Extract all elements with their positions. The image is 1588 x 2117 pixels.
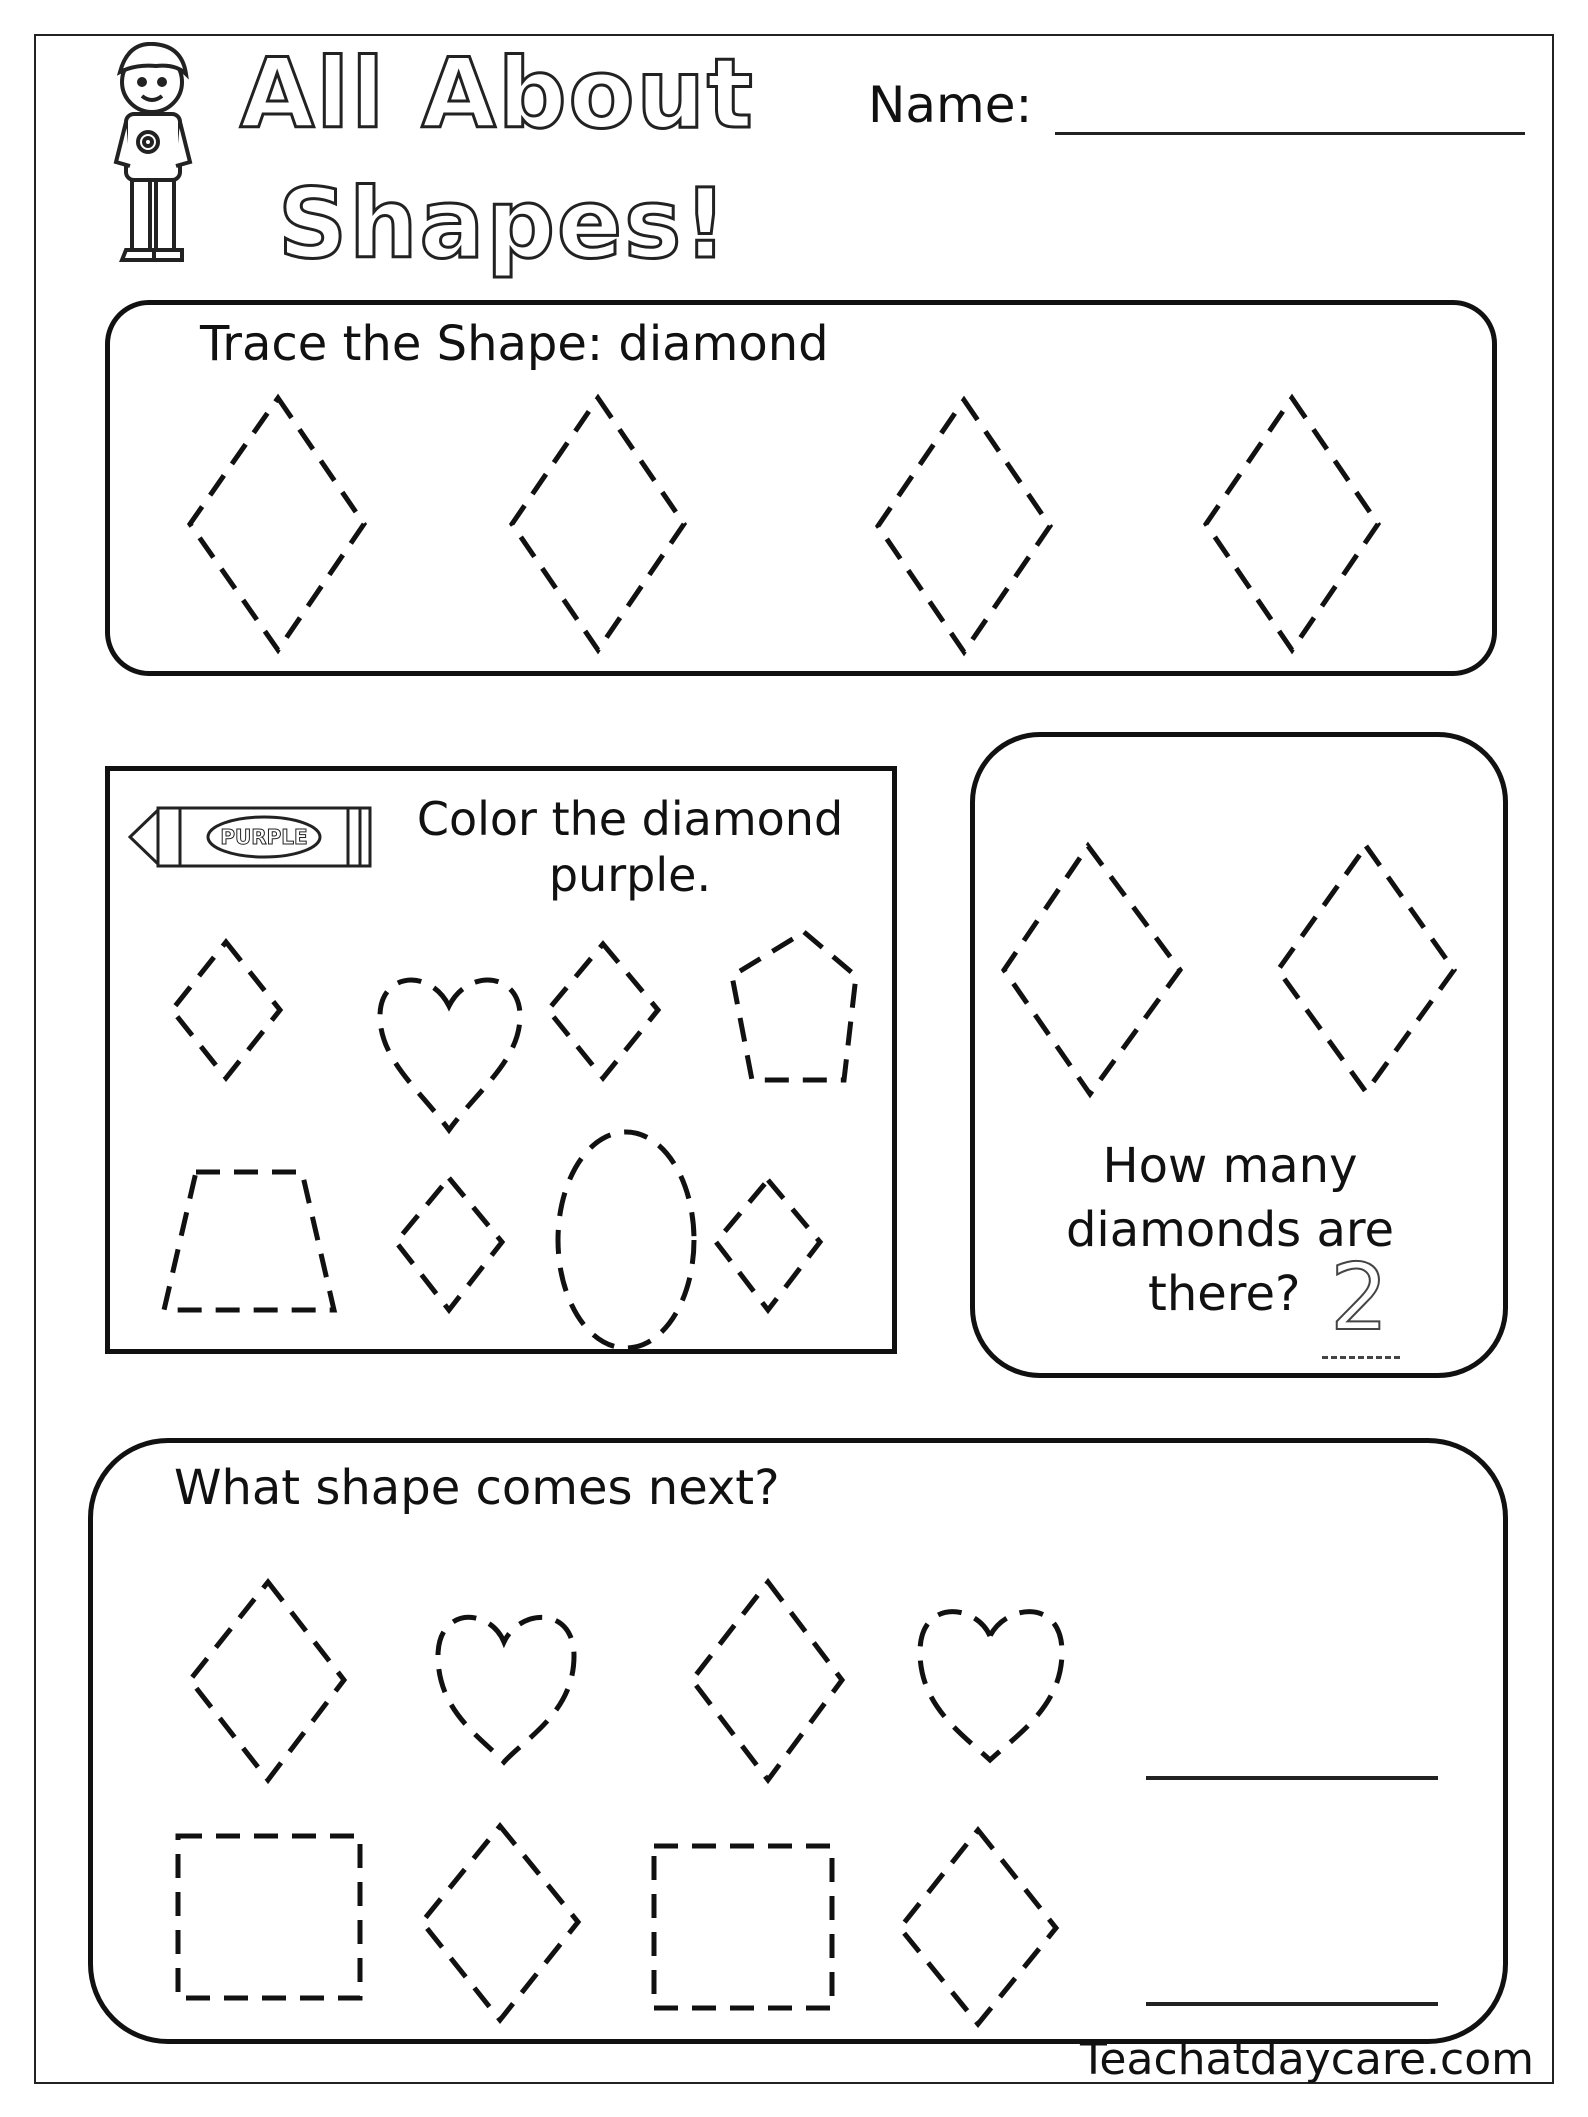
color-prompt-line-2: purple. xyxy=(548,848,712,902)
pattern-row1-diamond-2 xyxy=(692,1582,842,1780)
crayon-label: PURPLE xyxy=(220,825,308,849)
footer-site: Teachatdaycare.com xyxy=(1080,2034,1534,2085)
count-question-line-3: there? xyxy=(1148,1266,1301,1322)
pattern-row2-square-1 xyxy=(178,1836,360,1998)
pattern-row1-heart-1 xyxy=(438,1617,574,1762)
name-label: Name: xyxy=(868,76,1033,134)
pattern-row2-diamond-2 xyxy=(900,1830,1056,2024)
trace-prompt: Trace the Shape: diamond xyxy=(200,316,829,372)
count-answer[interactable]: 2 xyxy=(1330,1244,1389,1351)
pattern-row2-diamond-1 xyxy=(422,1826,578,2020)
pattern-row1-heart-2 xyxy=(920,1612,1062,1760)
count-question-line-2: diamonds are xyxy=(1065,1202,1395,1258)
title-line-1: All About xyxy=(240,38,755,150)
count-question-line-1: How many xyxy=(1102,1138,1358,1194)
pattern-row2-square-2 xyxy=(654,1846,832,2008)
pattern-prompt: What shape comes next? xyxy=(174,1460,780,1516)
title-line-2: Shapes! xyxy=(278,168,730,280)
pattern-row1-diamond-1 xyxy=(190,1582,344,1780)
pattern-answer-line-2[interactable] xyxy=(1146,2002,1438,2006)
color-prompt-line-1: Color the diamond xyxy=(416,792,844,846)
pattern-answer-line-1[interactable] xyxy=(1146,1776,1438,1780)
